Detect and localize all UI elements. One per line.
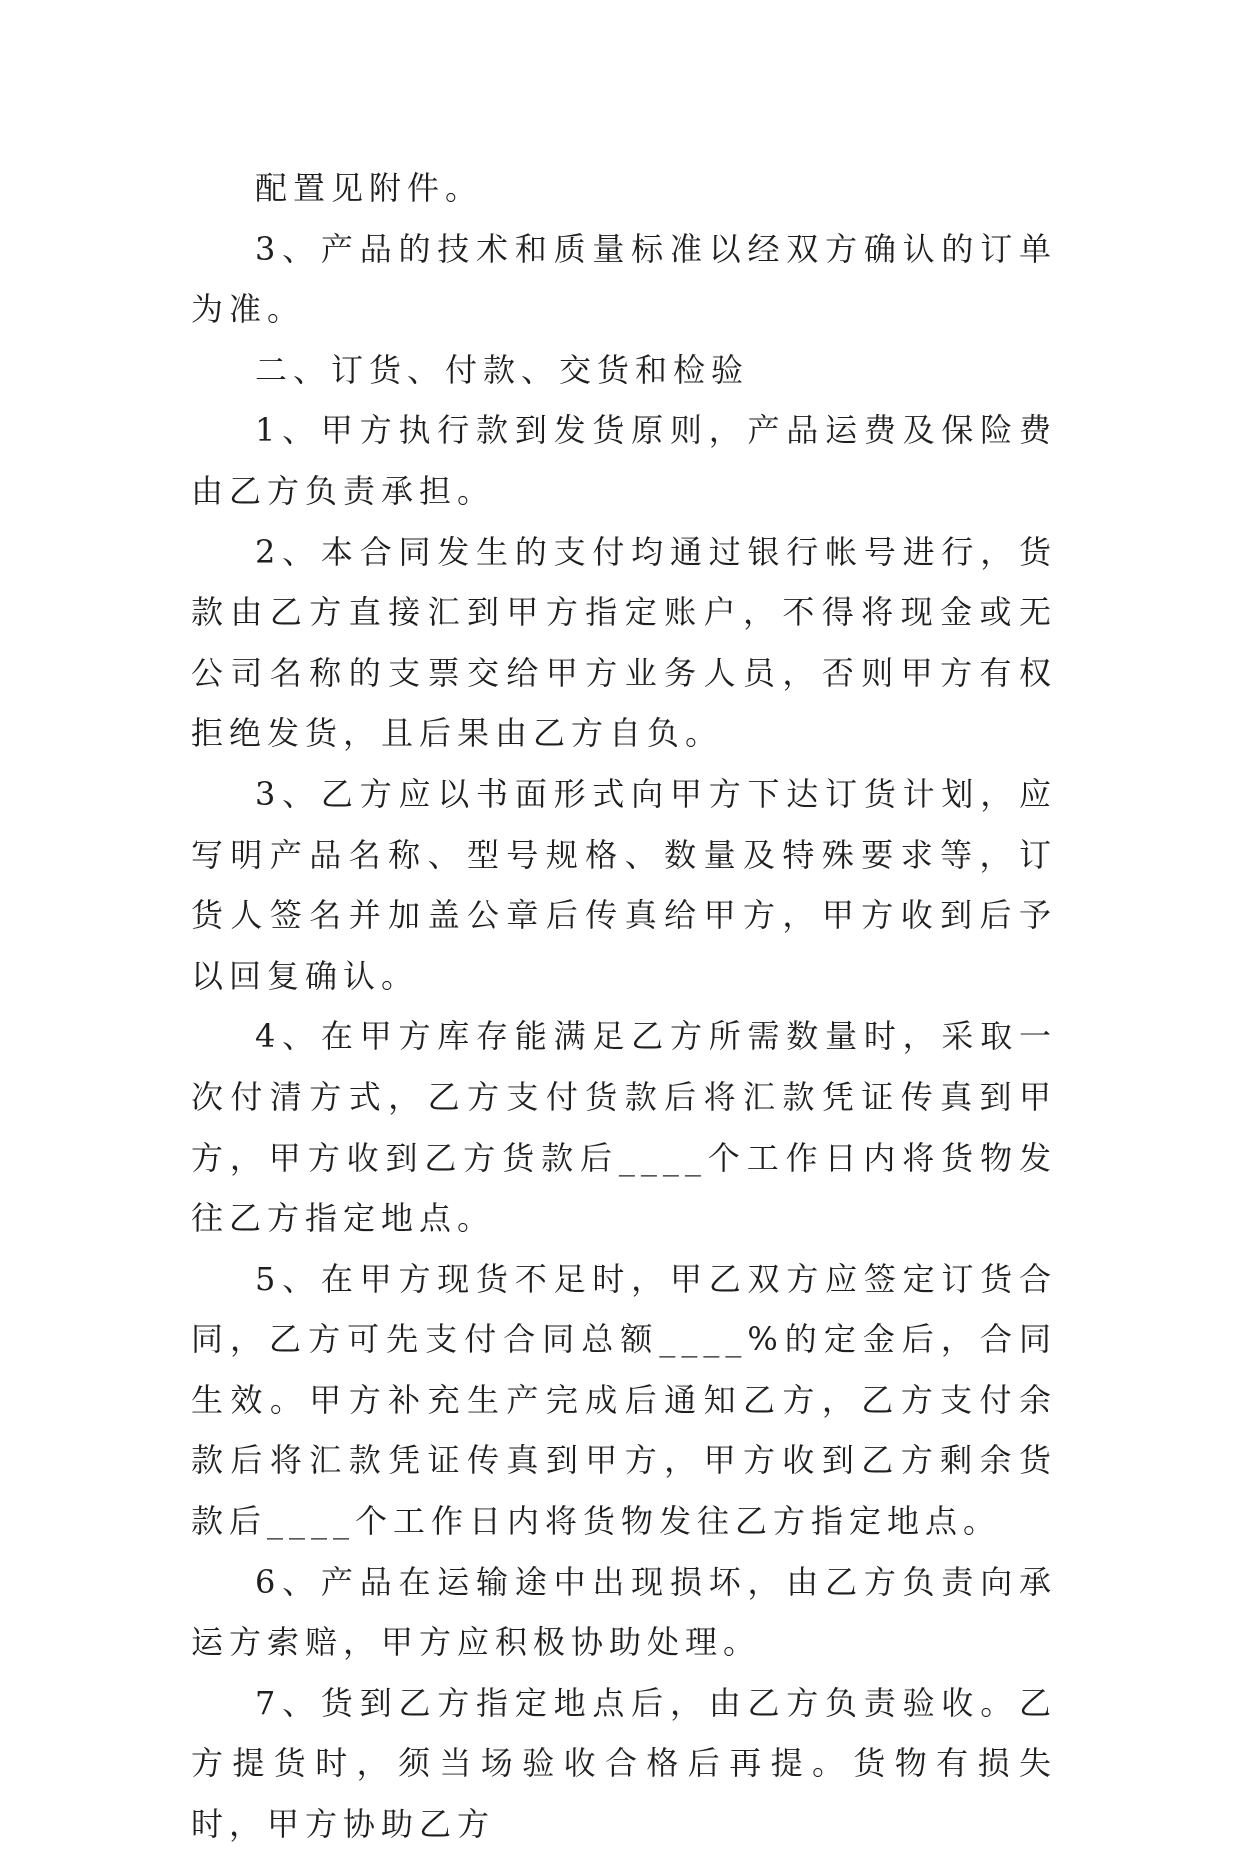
paragraph-attachment-note: 配置见附件。 (255, 169, 484, 207)
paragraph-clause-5: 5、在甲方现货不足时，甲乙双方应签定订货合同，乙方可先支付合同总额____%的定金后，合同生效。甲方补充生产完成后通知乙方，乙方支付余款后将汇款凭证传真到甲方，甲方收到乙方剩余货款后____个工作日内将货物发往乙方指定地点。 (191, 1259, 1057, 1541)
paragraph-clause-2: 2、本合同发生的支付均通过银行帐号进行，货款由乙方直接汇到甲方指定账户，不得将现金或无公司名称的支票交给甲方业务人员，否则甲方有权拒绝发货，且后果由乙方自负。 (191, 532, 1057, 753)
paragraph-clause-6: 6、产品在运输途中出现损坏，由乙方负责向承运方索赔，甲方应积极协助处理。 (191, 1562, 1057, 1662)
section-heading-order-payment-delivery: 二、订货、付款、交货和检验 (255, 350, 750, 389)
paragraph-quality-standard: 3、产品的技术和质量标准以经双方确认的订单为准。 (191, 229, 1057, 329)
contract-text-body (191, 158, 1057, 1855)
paragraph-clause-7: 7、货到乙方指定地点后，由乙方负责验收。乙方提货时，须当场验收合格后再提。货物有损失时，甲方协助乙方 (191, 1683, 1057, 1844)
paragraph-clause-4: 4、在甲方库存能满足乙方所需数量时，采取一次付清方式，乙方支付货款后将汇款凭证传真到甲方，甲方收到乙方货款后____个工作日内将货物发往乙方指定地点。 (191, 1017, 1057, 1238)
paragraph-clause-1: 1、甲方执行款到发货原则，产品运费及保险费由乙方负责承担。 (191, 411, 1057, 510)
paragraph-clause-3: 3、乙方应以书面形式向甲方下达订货计划，应写明产品名称、型号规格、数量及特殊要求等，订货人签名并加盖公章后传真给甲方，甲方收到后予以回复确认。 (191, 774, 1057, 995)
